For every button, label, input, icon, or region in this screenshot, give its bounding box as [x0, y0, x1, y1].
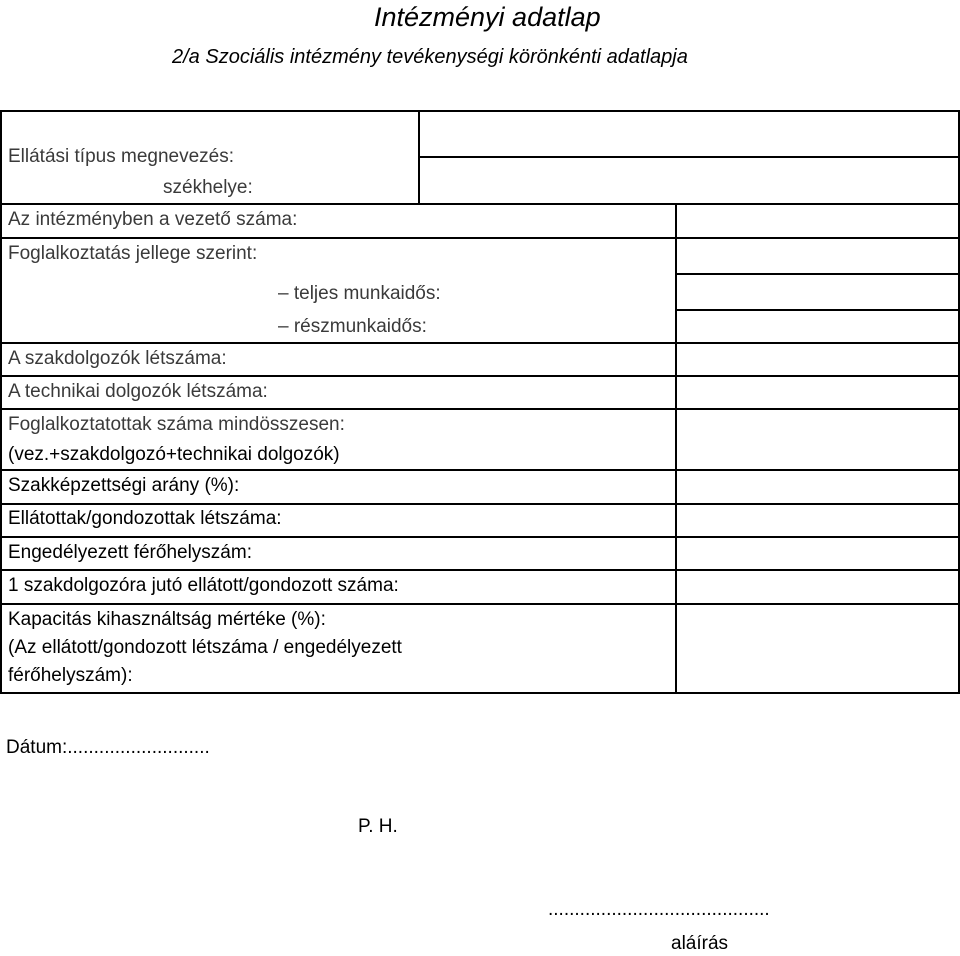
- label-cared-count: Ellátottak/gondozottak létszáma:: [8, 508, 282, 529]
- label-cared-per-staff: 1 szakdolgozóra jutó ellátott/gondozott száma:: [8, 575, 399, 596]
- table-line: [0, 569, 960, 571]
- label-seat: székhelye:: [163, 177, 253, 198]
- label-total-employed: Foglalkoztatottak száma mindösszesen:: [8, 414, 345, 435]
- label-technical-staff: A technikai dolgozók létszáma:: [8, 381, 268, 402]
- label-employment-type: Foglalkoztatás jellege szerint:: [8, 243, 258, 264]
- table-line: [0, 603, 960, 605]
- page-subtitle: 2/a Szociális intézmény tevékenységi körönkénti adatlapja: [172, 46, 688, 68]
- label-service-type: Ellátási típus megnevezés:: [8, 146, 235, 167]
- table-line: [0, 375, 960, 377]
- table-line: [675, 273, 960, 275]
- table-line: [0, 469, 960, 471]
- label-fulltime: – teljes munkaidős:: [278, 283, 441, 304]
- label-capacity-usage-note-2: férőhelyszám):: [8, 665, 133, 686]
- table-line: [675, 203, 677, 694]
- label-parttime: – részmunkaidős:: [278, 316, 427, 337]
- table-line: [0, 408, 960, 410]
- signature-line: ..........................................: [548, 899, 770, 920]
- label-leaders: Az intézményben a vezető száma:: [8, 209, 298, 230]
- table-line: [0, 503, 960, 505]
- signature-label: aláírás: [671, 933, 729, 954]
- date-field: Dátum:...........................: [6, 737, 210, 758]
- table-line: [0, 110, 2, 694]
- label-professional-staff: A szakdolgozók létszáma:: [8, 348, 227, 369]
- page-title: Intézményi adatlap: [374, 2, 601, 32]
- table-line: [0, 536, 960, 538]
- label-licensed-places: Engedélyezett férőhelyszám:: [8, 542, 252, 563]
- label-total-employed-note: (vez.+szakdolgozó+technikai dolgozók): [8, 444, 340, 465]
- table-line: [0, 342, 960, 344]
- table-line: [418, 156, 960, 158]
- label-capacity-usage-note: (Az ellátott/gondozott létszáma / engedélyezett: [8, 637, 402, 658]
- label-qualification-rate: Szakképzettségi arány (%):: [8, 475, 240, 496]
- table-line: [0, 237, 960, 239]
- label-capacity-usage: Kapacitás kihasználtság mértéke (%):: [8, 609, 326, 630]
- table-line: [675, 309, 960, 311]
- table-line: [0, 203, 960, 205]
- table-line: [0, 692, 960, 694]
- table-line: [0, 110, 960, 112]
- stamp-placeholder: P. H.: [358, 816, 398, 837]
